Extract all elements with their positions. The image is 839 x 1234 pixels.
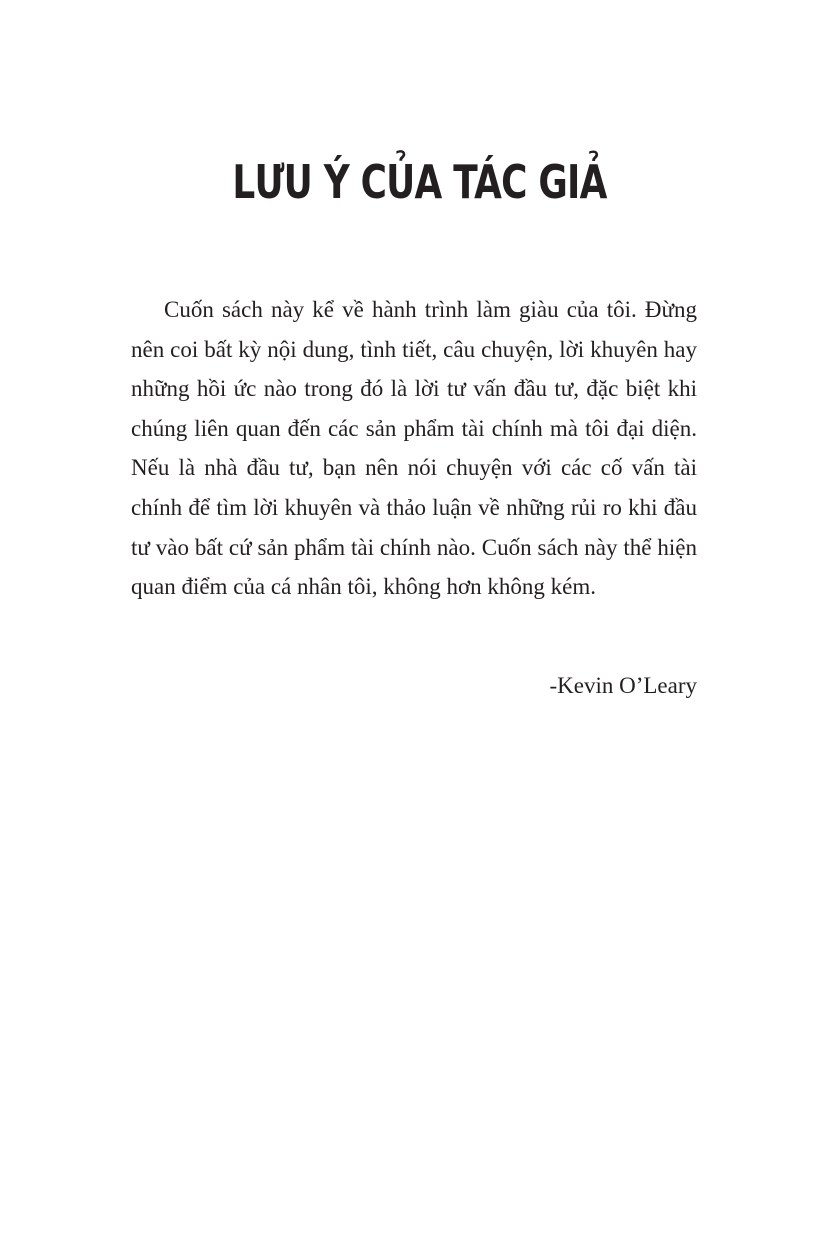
author-signature: -Kevin O’Leary xyxy=(549,673,697,698)
page-title: LƯU Ý CỦA TÁC GIẢ xyxy=(232,155,607,209)
author-note-paragraph: Cuốn sách này kể về hành trình làm giàu của tôi. Đừng nên coi bất kỳ nội dung, tình tiết, câu chuyện, lời khuyên hay những hồi ức nào trong đó là lời tư vấn đầu tư, đặc biệt khi chúng liên quan đến các sản phẩm tài chính mà tôi đại diện. Nếu là nhà đầu tư, bạn nên nói chuyện với các cố vấn tài chính để tìm lời khuyên và thảo luận về những rủi ro khi đầu tư vào bất cứ sản phẩm tài chính nào. Cuốn sách này thể hiện quan điểm của cá nhân tôi, không hơn không kém. xyxy=(131,297,697,600)
